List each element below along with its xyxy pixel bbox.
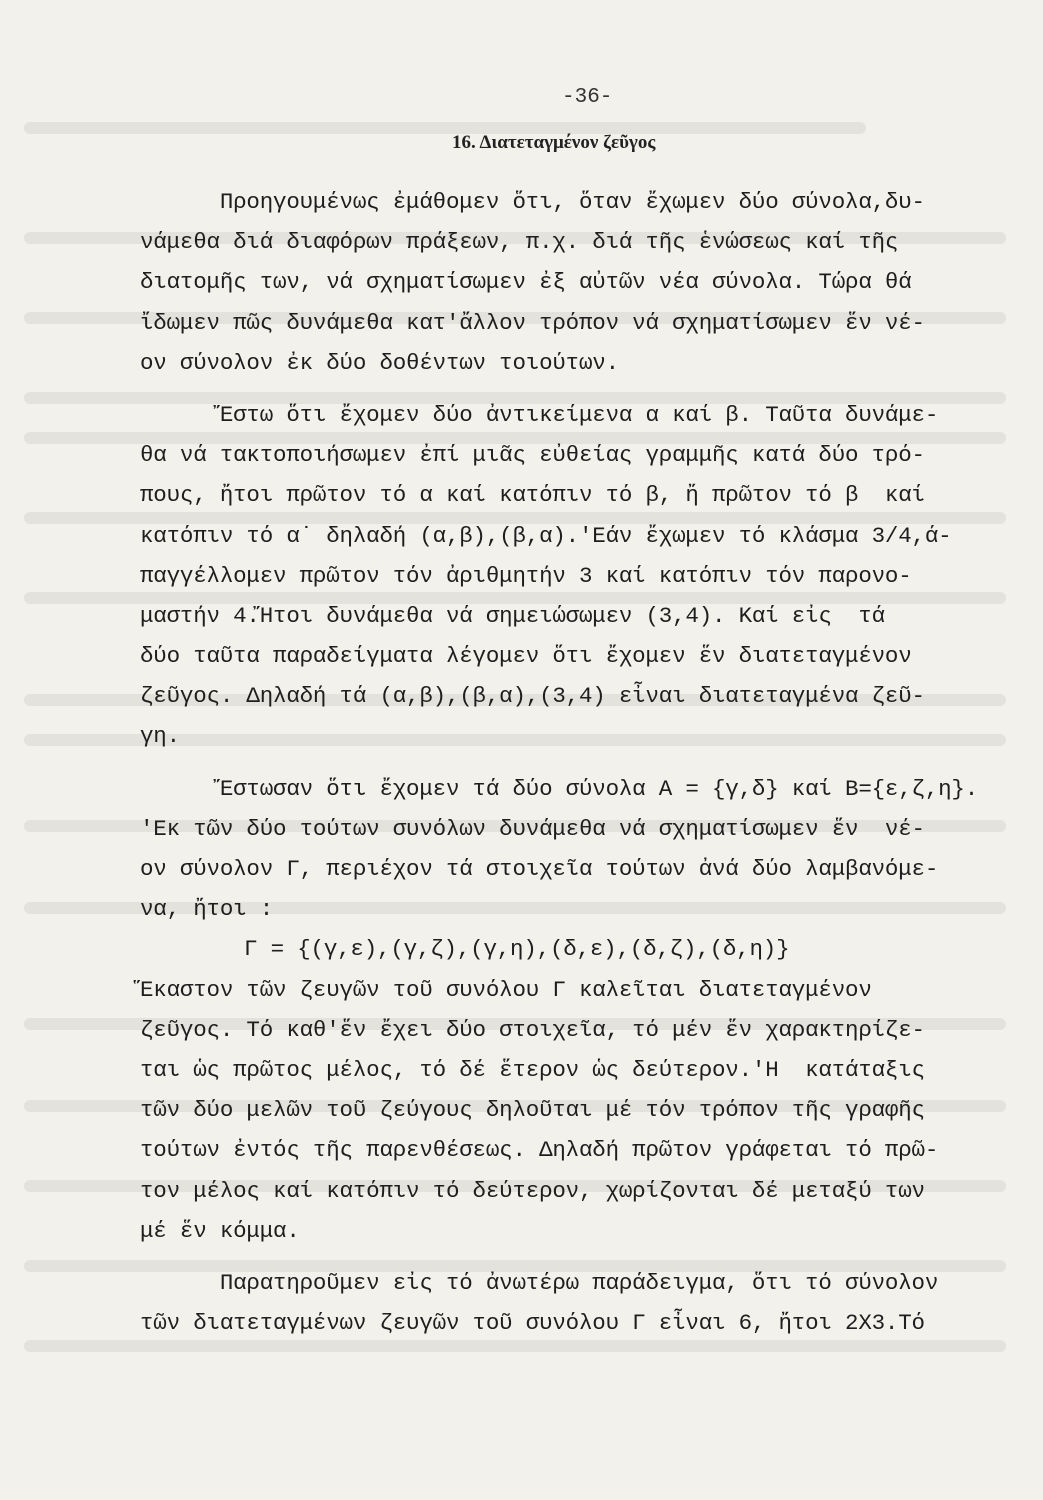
text-line: διατομῆς των, νά σχηματίσωμεν ἐξ αὐτῶν νέα σύνολα. Τώρα θά (140, 269, 912, 296)
paragraph-2 (140, 395, 1010, 757)
text-line: 'Εκ τῶν δύο τούτων συνόλων δυνάμεθα νά σχηματίσωμεν ἕν νέ- (140, 815, 925, 842)
text-line: τον μέλος καί κατόπιν τό δεύτερον, χωρίζονται δέ μεταξύ των (140, 1177, 925, 1204)
text-line: τούτων ἐντός τῆς παρενθέσεως. Δηλαδή πρῶτον γράφεται τό πρῶ- (140, 1137, 939, 1164)
text-line: ζεῦγος. Τό καθ'ἕν ἔχει δύο στοιχεῖα, τό μέν ἕν χαρακτηρίζε- (140, 1016, 925, 1043)
text-line: δύο ταῦτα παραδείγματα λέγομεν ὅτι ἔχομεν ἕν διατεταγμένον (140, 643, 912, 670)
body-text (140, 182, 1010, 1343)
text-line: ον σύνολον ἐκ δύο δοθέντων τοιούτων. (140, 349, 619, 376)
text-line: να, ἤτοι : (140, 896, 274, 923)
text-line: νάμεθα διά διαφόρων πράξεων, π.χ. διά τῆς ἑνώσεως καί τῆς (140, 229, 899, 256)
text-line: ον σύνολον Γ, περιέχον τά στοιχεῖα τούτων ἀνά δύο λαμβανόμε- (140, 856, 939, 882)
text-line: Ἔστωσαν ὅτι ἔχομεν τά δύο σύνολα Α = {γ,δ} καί Β={ε,ζ,η}. (140, 775, 979, 802)
text-line: τῶν διατεταγμένων ζευγῶν τοῦ συνόλου Γ εἶναι 6, ἤτοι 2Χ3.Τό (140, 1310, 925, 1337)
paragraph-1 (140, 182, 1010, 383)
text-line: Προηγουμένως ἐμάθομεν ὅτι, ὅταν ἔχωμεν δύο σύνολα,δυ- (140, 189, 925, 215)
text-line: μέ ἕν κόμμα. (140, 1217, 300, 1244)
page-number: -36- (562, 86, 613, 109)
text-line: Παρατηροῦμεν εἰς τό ἀνωτέρω παράδειγμα, ὅτι τό σύνολον (140, 1269, 939, 1296)
text-line: Ἕκαστον τῶν ζευγῶν τοῦ συνόλου Γ καλεῖται διατεταγμένον (140, 976, 872, 1003)
text-line: θα νά τακτοποιήσωμεν ἐπί μιᾶς εὐθείας γραμμῆς κατά δύο τρό- (140, 442, 925, 469)
text-line: παγγέλλομεν πρῶτον τόν ἀριθμητήν 3 καί κατόπιν τόν παρονο- (140, 562, 912, 589)
text-line: Ἔστω ὅτι ἔχομεν δύο ἀντικείμενα α καί β. Ταῦτα δυνάμε- (140, 401, 939, 428)
text-line: τῶν δύο μελῶν τοῦ ζεύγους δηλοῦται μέ τόν τρόπον τῆς γραφῆς (140, 1097, 925, 1124)
text-line: ἴδωμεν πῶς δυνάμεθα κατ'ἄλλον τρόπον νά σχηματίσωμεν ἕν νέ- (140, 309, 925, 336)
text-line: μαστήν 4.Ἤτοι δυνάμεθα νά σημειώσωμεν (3,4). Καί εἰς τά (140, 602, 885, 629)
paragraph-4 (140, 1263, 1010, 1343)
text-line: πους, ἤτοι πρῶτον τό α καί κατόπιν τό β, ἤ πρῶτον τό β καί (140, 482, 925, 509)
section-title: 16. Διατεταγμένον ζεῦγος (452, 132, 656, 153)
set-formula: Γ = {(γ,ε),(γ,ζ),(γ,η),(δ,ε),(δ,ζ),(δ,η)} (244, 936, 790, 963)
text-line: γη. (140, 723, 180, 750)
text-line: ται ὡς πρῶτος μέλος, τό δέ ἕτερον ὡς δεύτερον.'Η κατάταξις (140, 1056, 925, 1083)
text-line: κατόπιν τό α˙ δηλαδή (α,β),(β,α).'Εάν ἔχωμεν τό κλάσμα 3/4,ά- (140, 522, 952, 549)
paragraph-3 (140, 769, 1010, 1251)
text-line: ζεῦγος. Δηλαδή τά (α,β),(β,α),(3,4) εἶναι διατεταγμένα ζεῦ- (140, 683, 925, 710)
